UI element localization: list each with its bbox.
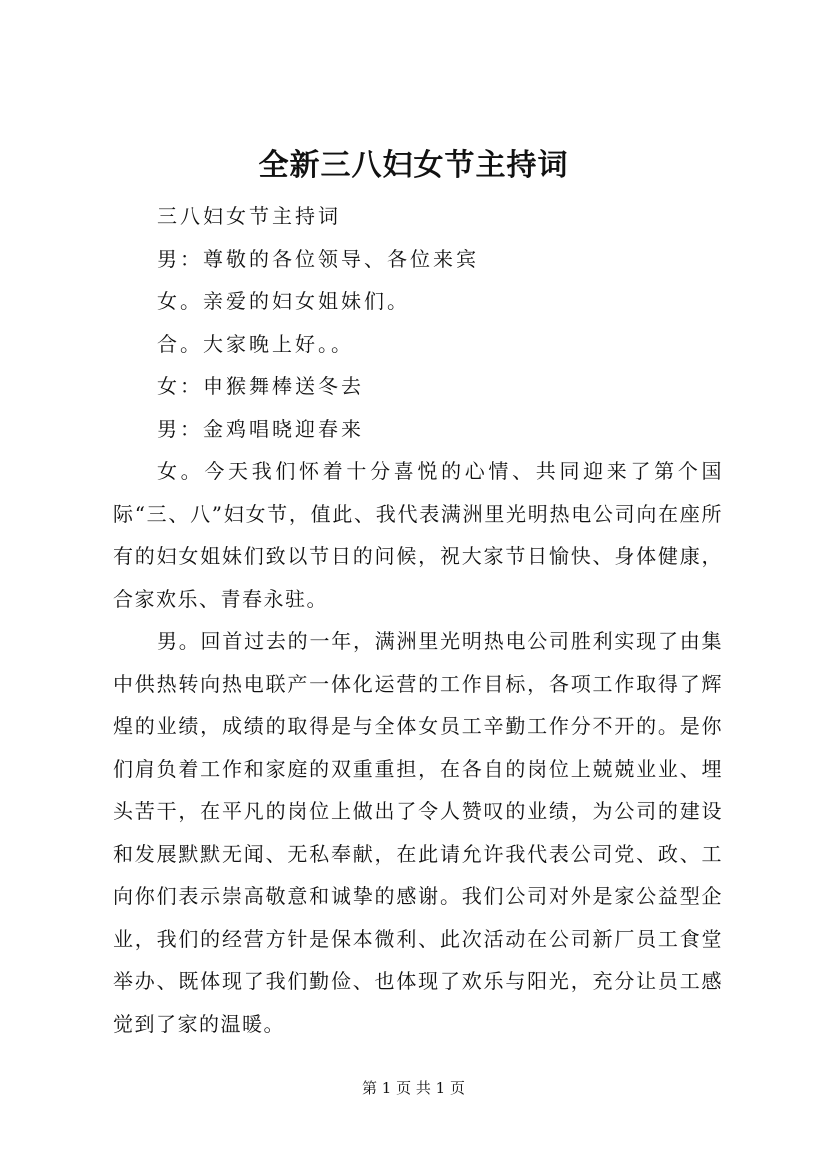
text-line: 男：尊敬的各位领导、各位来宾 [157,246,479,271]
text-line: 女。亲爱的妇女姐妹们。 [157,289,410,313]
document-body [113,195,723,1045]
text-line: 男：金鸡唱晓迎春来 [157,416,364,441]
text-line: 合。大家晚上好。。 [157,331,354,356]
page-footer: 第 1 页 共 1 页 [362,1079,465,1097]
text-line: 女：申猴舞棒送冬去 [157,374,364,398]
text-line: 三八妇女节主持词 [157,204,341,228]
document-title: 全新三八妇女节主持词 [258,148,569,183]
paragraph: 男。回首过去的一年，满洲里光明热电公司胜利实现了由集中供热转向热电联产一体化运营的工作目标，各项工作取得了辉煌的业绩，成绩的取得是与全体女员工辛勤工作分不开的。是你们肩负着工作和家庭的双重重担，在各自的岗位上兢兢业业、埋头苦干，在平凡的岗位上做出了令人赞叹的业绩，为公司的建设和发展默默无闻、无私奉献，在此请允许我代表公司党、政、工向你们表示崇高敬意和诚挚的感谢。我们公司对外是家公益型企业，我们的经营方针是保本微利、此次活动在公司新厂员工食堂举办、既体现了我们勤俭、也体现了欢乐与阳光，充分让员工感觉到了家的温暖。 [113,629,723,1036]
paragraph: 女。今天我们怀着十分喜悦的心情、共同迎来了第个国际“三、八”妇女节，值此、我代表满洲里光明热电公司向在座所有的妇女姐妹们致以节日的问候，祝大家节日愉快、身体健康，合家欢乐、青春永驻。 [113,459,723,611]
